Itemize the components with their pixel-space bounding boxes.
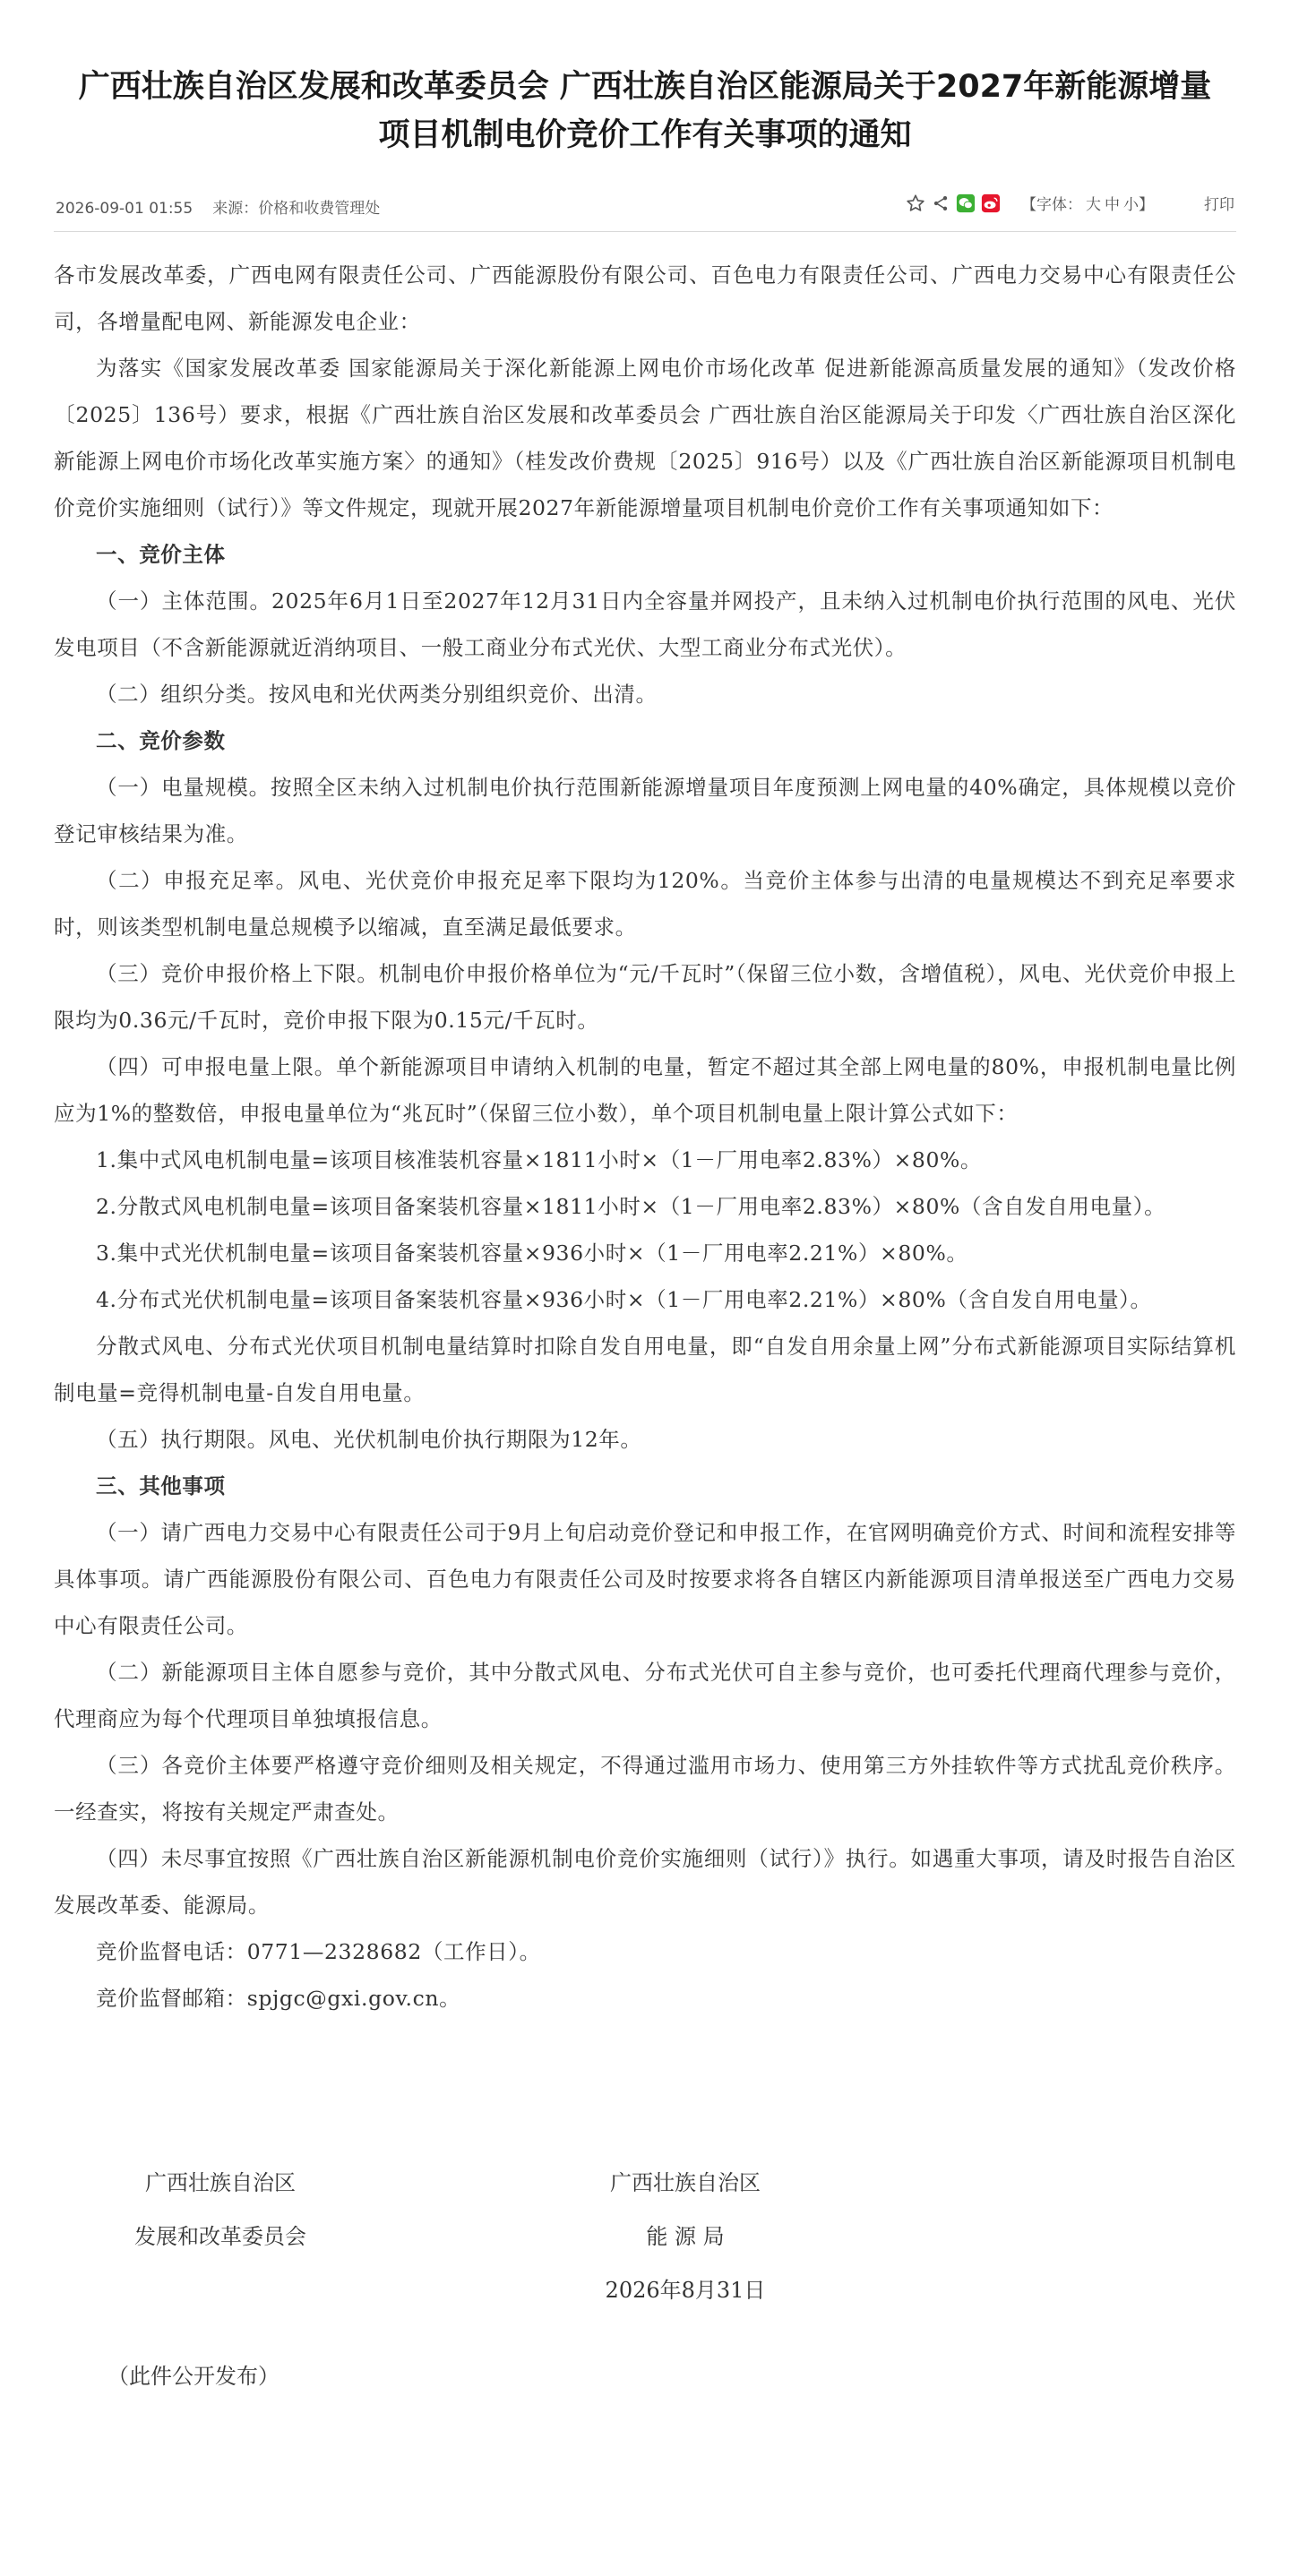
section-2-paragraph-1: （一）电量规模。按照全区未纳入过机制电价执行范围新能源增量项目年度预测上网电量的40%确定，具体规模以竞价登记审核结果为准。 [54,775,1236,846]
weibo-icon[interactable] [980,193,1002,214]
article-title-line-1: 广西壮族自治区发展和改革委员会 广西壮族自治区能源局关于2027年新能源增量 [78,69,1212,105]
salutation: 各市发展改革委，广西电网有限责任公司、广西能源股份有限公司、百色电力有限责任公司、广西电力交易中心有限责任公司，各增量配电网、新能源发电企业： [54,262,1236,334]
signature-left [134,2156,306,2263]
release-note: （此件公开发布） [108,2364,280,2389]
section-heading-3: 三、其他事项 [96,1473,226,1498]
signature-block [54,2156,1236,2344]
font-size-close: 】 [1139,196,1154,214]
share-icon[interactable] [930,193,951,214]
meta-info [56,195,380,218]
section-3-paragraph-4: （四）未尽事宜按照《广西壮族自治区新能源机制电价竞价实施细则（试行）》执行。如遇重大事项，请及时报告自治区发展改革委、能源局。 [54,1846,1236,1918]
source-value: 价格和收费管理处 [258,200,381,218]
font-size-large[interactable]: 大 [1086,196,1101,214]
font-size-switcher [1021,192,1154,214]
section-2-note: 分散式风电、分布式光伏项目机制电量结算时扣除自发自用电量，即“自发自用余量上网”分布式新能源项目实际结算机制电量=竞得机制电量-自发自用电量。 [54,1334,1236,1405]
section-2-paragraph-2: （二）申报充足率。风电、光伏竞价申报充足率下限均为120%。当竞价主体参与出清的电量规模达不到充足率要求时，则该类型机制电量总规模予以缩减，直至满足最低要求。 [54,868,1236,940]
section-heading-1: 一、竞价主体 [96,542,226,567]
signature-left-line-2: 发展和改革委员会 [134,2224,306,2249]
font-size-label: 【字体： [1021,196,1082,214]
publish-datetime: 2026-09-01 01:55 [56,200,194,218]
source-label: 来源： [212,200,259,218]
signature-right [573,2156,797,2317]
article-title [54,0,1236,159]
formula-1: 1.集中式风电机制电量=该项目核准装机容量×1811小时×（1－厂用电率2.83%）×80%。 [96,1147,983,1172]
formula-3: 3.集中式光伏机制电量=该项目备案装机容量×936小时×（1－厂用电率2.21%）×80%。 [96,1241,968,1266]
article-tools [905,192,1234,214]
signature-right-line-1: 广西壮族自治区 [610,2170,761,2195]
section-3-paragraph-1: （一）请广西电力交易中心有限责任公司于9月上旬启动竞价登记和申报工作，在官网明确竞价方式、时间和流程安排等具体事项。请广西能源股份有限公司、百色电力有限责任公司及时按要求将各自辖区内新能源项目清单报送至广西电力交易中心有限责任公司。 [54,1520,1236,1638]
section-1-paragraph-2: （二）组织分类。按风电和光伏两类分别组织竞价、出清。 [96,682,658,707]
print-link[interactable]: 打印 [1204,196,1234,214]
signature-date: 2026年8月31日 [605,2278,766,2303]
article-body [54,252,1236,2022]
article-meta-bar [54,185,1236,232]
section-3-paragraph-2: （二）新能源项目主体自愿参与竞价，其中分散式风电、分布式光伏可自主参与竞价，也可委托代理商代理参与竞价，代理商应为每个代理项目单独填报信息。 [54,1660,1236,1731]
section-2-paragraph-5: （五）执行期限。风电、光伏机制电价执行期限为12年。 [96,1427,642,1452]
signature-left-line-1: 广西壮族自治区 [145,2170,296,2195]
supervision-email: 竞价监督邮箱：spjgc@gxi.gov.cn。 [96,1986,461,2011]
intro-paragraph: 为落实《国家发展改革委 国家能源局关于深化新能源上网电价市场化改革 促进新能源高质量发展的通知》（发改价格〔2025〕136号）要求，根据《广西壮族自治区发展和改革委员会 广西壮族自治区能源局关于印发〈广西壮族自治区深化新能源上网电价市场化改革实施方案〉的通知》（桂发改价费规〔2025〕916号）以及《广西壮族自治区新能源项目机制电价竞价实施细则（试行）》等文件规定，现就开展2027年新能源增量项目机制电价竞价工作有关事项通知如下： [54,356,1236,520]
article-title-line-2: 项目机制电价竞价工作有关事项的通知 [378,117,912,153]
signature-right-line-2: 能 源 局 [646,2224,725,2249]
section-3-paragraph-3: （三）各竞价主体要严格遵守竞价细则及相关规定，不得通过滥用市场力、使用第三方外挂软件等方式扰乱竞价秩序。一经查实，将按有关规定严肃查处。 [54,1753,1236,1825]
section-1-paragraph-1: （一）主体范围。2025年6月1日至2027年12月31日内全容量并网投产，且未纳入过机制电价执行范围的风电、光伏发电项目（不含新能源就近消纳项目、一般工商业分布式光伏、大型工商业分布式光伏）。 [54,588,1236,660]
star-icon[interactable] [905,193,926,214]
section-2-paragraph-3: （三）竞价申报价格上下限。机制电价申报价格单位为“元/千瓦时”（保留三位小数，含增值税），风电、光伏竞价申报上限均为0.36元/千瓦时，竞价申报下限为0.15元/千瓦时。 [54,961,1236,1033]
wechat-icon[interactable] [955,193,976,214]
formula-2: 2.分散式风电机制电量=该项目备案装机容量×1811小时×（1－厂用电率2.83%）×80%（含自发自用电量）。 [96,1194,1166,1219]
font-size-medium[interactable]: 中 [1105,196,1120,214]
section-2-paragraph-4: （四）可申报电量上限。单个新能源项目申请纳入机制的电量，暂定不超过其全部上网电量的80%，申报机制电量比例应为1%的整数倍，申报电量单位为“兆瓦时”（保留三位小数），单个项目机制电量上限计算公式如下： [54,1054,1236,1126]
formula-4: 4.分布式光伏机制电量=该项目备案装机容量×936小时×（1－厂用电率2.21%）×80%（含自发自用电量）。 [96,1287,1152,1312]
supervision-phone: 竞价监督电话：0771—2328682（工作日）。 [96,1939,541,1964]
section-heading-2: 二、竞价参数 [96,728,226,753]
font-size-small[interactable]: 小 [1123,196,1139,214]
